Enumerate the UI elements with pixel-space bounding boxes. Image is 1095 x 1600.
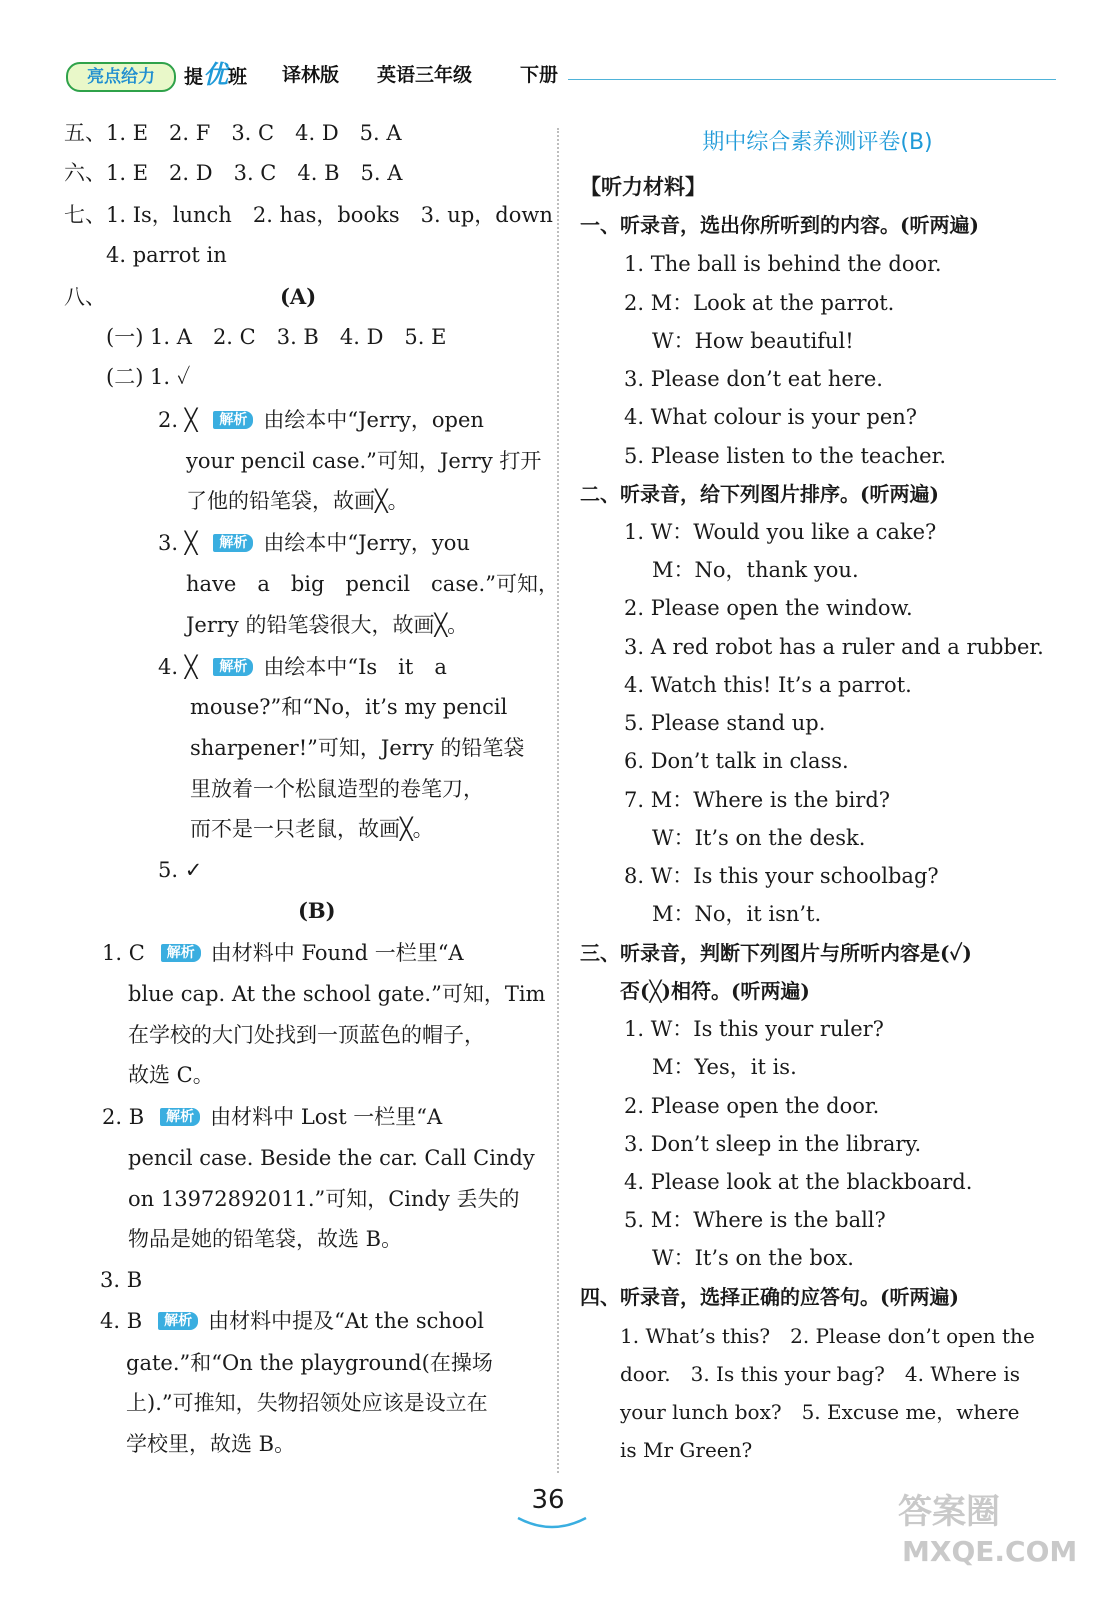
- volume: 下册: [520, 64, 559, 86]
- question-heading: 一、听录音，选出你所听到的内容。(听两遍): [580, 213, 979, 237]
- watermark-site: MXQE.COM: [902, 1535, 1078, 1568]
- explanation-line: 了他的铅笔袋，故画╳。: [186, 489, 409, 513]
- script-line: 3. A red robot has a ruler and a rubber.: [624, 635, 1044, 659]
- column-divider: [557, 128, 559, 1473]
- analysis-tag: 解析: [161, 944, 201, 962]
- part-label: (B): [298, 898, 336, 923]
- explanation-line: sharpener!”可知，Jerry 的铅笔袋: [190, 736, 525, 760]
- explanation-item: 4. ╳ 解析 由绘本中“Is it a: [158, 655, 447, 679]
- script-line: 7. M：Where is the bird?: [624, 788, 891, 812]
- explanation-line: 在学校的大门处找到一顶蓝色的帽子，: [128, 1023, 485, 1047]
- question-heading: 三、听录音，判断下列图片与所听内容是(✓): [580, 941, 972, 965]
- script-line: 5. Please stand up.: [624, 711, 826, 735]
- page-number-swoosh: [516, 1514, 588, 1532]
- script-line: 8. W：Is this your schoolbag?: [624, 864, 939, 888]
- answer-line: 3. B: [100, 1268, 143, 1292]
- explanation-line: 故选 C。: [128, 1063, 214, 1087]
- analysis-tag: 解析: [158, 1312, 198, 1330]
- explanation-line: pencil case. Beside the car. Call Cindy: [128, 1146, 535, 1170]
- question-heading: 四、听录音，选择正确的应答句。(听两遍): [580, 1285, 959, 1309]
- analysis-tag: 解析: [213, 658, 253, 676]
- script-line: M：Yes，it is.: [652, 1055, 797, 1079]
- watermark-logo: 答案圈: [898, 1492, 1000, 1532]
- script-line: your lunch box? 5. Excuse me，where: [620, 1400, 1020, 1424]
- header-rule: [568, 79, 1056, 80]
- explanation-line: your pencil case.”可知，Jerry 打开: [186, 449, 542, 473]
- script-line: 3. Please don’t eat here.: [624, 367, 883, 391]
- script-line: M：No，it isn’t.: [652, 902, 822, 926]
- script-line: 4. Watch this! It’s a parrot.: [624, 673, 912, 697]
- answer-line: 4. parrot in: [106, 243, 227, 267]
- section-title: 期中综合素养测评卷(B): [702, 130, 933, 155]
- explanation-line: 上).”可推知，失物招领处应该是设立在: [126, 1391, 488, 1415]
- script-line: 6. Don’t talk in class.: [624, 749, 849, 773]
- script-line: 2. Please open the window.: [624, 596, 913, 620]
- page-number: 36: [531, 1485, 565, 1515]
- explanation-line: 而不是一只老鼠，故画╳。: [190, 817, 434, 841]
- explanation-line: have a big pencil case.”可知，: [186, 572, 559, 596]
- analysis-tag: 解析: [160, 1108, 200, 1126]
- answer-line: 五、1. E 2. F 3. C 4. D 5. A: [64, 121, 402, 145]
- explanation-line: 学校里，故选 B。: [126, 1432, 296, 1456]
- script-line: door. 3. Is this your bag? 4. Where is: [620, 1362, 1021, 1386]
- explanation-item: 2. B 解析 由材料中 Lost 一栏里“A: [102, 1105, 443, 1129]
- analysis-tag: 解析: [213, 411, 253, 429]
- brand-logo: 亮点给力: [66, 62, 176, 92]
- explanation-item: 4. B 解析 由材料中提及“At the school: [100, 1309, 484, 1333]
- explanation-line: Jerry 的铅笔袋很大，故画╳。: [186, 613, 469, 637]
- analysis-tag: 解析: [213, 534, 253, 552]
- explanation-line: blue cap. At the school gate.”可知，Tim: [128, 982, 546, 1006]
- script-line: 1. What’s this? 2. Please don’t open the: [620, 1324, 1035, 1348]
- script-line: W：It’s on the desk.: [652, 826, 866, 850]
- script-line: 4. Please look at the blackboard.: [624, 1170, 973, 1194]
- part-label: (A): [280, 284, 317, 309]
- section-label: 八、: [64, 285, 106, 309]
- answer-line: 六、1. E 2. D 3. C 4. B 5. A: [64, 161, 403, 185]
- script-line: 1. The ball is behind the door.: [624, 252, 942, 276]
- script-line: 1. W：Would you like a cake?: [624, 520, 937, 544]
- question-heading: 二、听录音，给下列图片排序。(听两遍): [580, 482, 939, 506]
- explanation-line: on 13972892011.”可知，Cindy 丢失的: [128, 1187, 520, 1211]
- explanation-line: gate.”和“On the playground(在操场: [126, 1351, 493, 1375]
- script-line: 5. Please listen to the teacher.: [624, 444, 946, 468]
- script-line: 5. M：Where is the ball?: [624, 1208, 886, 1232]
- explanation-line: mouse?”和“No，it’s my pencil: [190, 695, 508, 719]
- script-line: 4. What colour is your pen?: [624, 405, 918, 429]
- script-line: 1. W：Is this your ruler?: [624, 1017, 884, 1041]
- explanation-item: 1. C 解析 由材料中 Found 一栏里“A: [102, 941, 464, 965]
- explanation-line: 物品是她的铅笔袋，故选 B。: [128, 1227, 403, 1251]
- script-line: 3. Don’t sleep in the library.: [624, 1132, 922, 1156]
- script-line: W：It’s on the box.: [652, 1246, 854, 1270]
- answer-line: (一) 1. A 2. C 3. B 4. D 5. E: [106, 325, 447, 349]
- script-line: 2. M：Look at the parrot.: [624, 291, 895, 315]
- script-line: W：How beautiful!: [652, 329, 854, 353]
- question-heading: 否(╳)相符。(听两遍): [620, 979, 810, 1003]
- answer-line: 七、1. Is，lunch 2. has，books 3. up，down: [64, 203, 553, 227]
- series-title: 提优班: [184, 60, 248, 89]
- explanation-item: 3. ╳ 解析 由绘本中“Jerry，you: [158, 531, 470, 555]
- material-heading: 【听力材料】: [580, 174, 706, 199]
- explanation-item: 2. ╳ 解析 由绘本中“Jerry，open: [158, 408, 484, 432]
- explanation-line: 里放着一个松鼠造型的卷笔刀，: [190, 777, 484, 801]
- script-line: 2. Please open the door.: [624, 1094, 880, 1118]
- subject: 英语三年级: [377, 64, 473, 86]
- answer-line: (二) 1. ✓: [106, 365, 191, 389]
- edition: 译林版: [282, 64, 340, 86]
- script-line: is Mr Green?: [620, 1438, 753, 1462]
- answer-line: 5. ✓: [158, 858, 203, 882]
- script-line: M：No，thank you.: [652, 558, 859, 582]
